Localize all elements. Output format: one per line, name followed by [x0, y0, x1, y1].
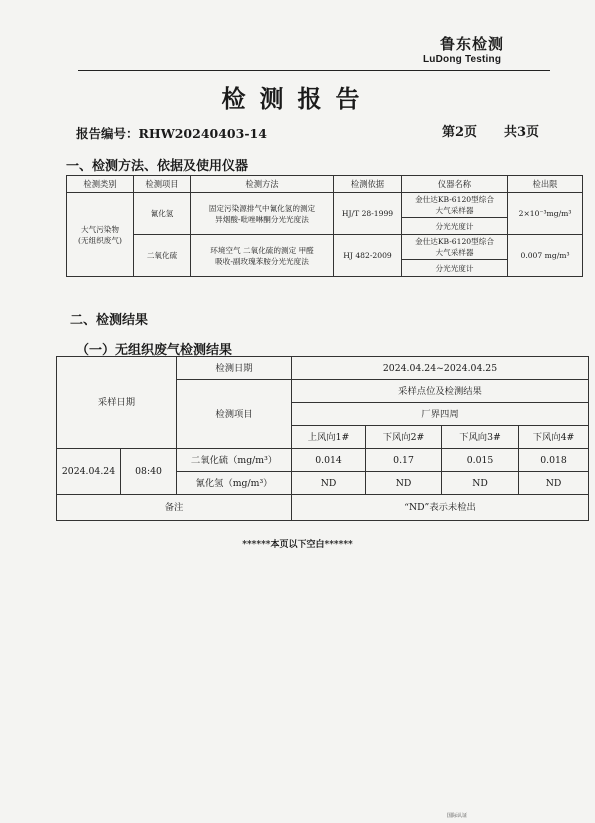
instrument-cell: 金仕达KB-6120型综合 大气采样器 [402, 235, 508, 260]
table-row [57, 357, 589, 380]
limit-cell: 0.007 mg/m³ [508, 235, 583, 277]
subsection-title: （一）无组织废气检测结果 [76, 343, 233, 358]
results-table [56, 356, 589, 521]
table-row [57, 495, 589, 521]
col-header-basis: 检测依据 [334, 176, 402, 193]
method-cell: 固定污染源排气中氰化氢的测定 异烟酸-吡唑啉酮分光光度法 [191, 193, 334, 235]
boundary-label: 厂界四周 [292, 403, 589, 426]
report-title: 检测报告 [221, 84, 374, 113]
result-value: 0.014 [292, 449, 366, 472]
scan-mark: 国际认证 [447, 813, 468, 819]
category-line2: (无组织废气) [78, 235, 122, 245]
test-date-value: 2024.04.24~2024.04.25 [292, 357, 589, 380]
item-cell: 二氧化硫 [134, 235, 191, 277]
item-cell: 氰化氢 [134, 193, 191, 235]
col-header-limit: 检出限 [508, 176, 583, 193]
result-value: ND [366, 472, 442, 495]
table-row [67, 193, 583, 218]
section-methods-title: 一、检测方法、依据及使用仪器 [66, 159, 249, 174]
result-value: 0.015 [442, 449, 519, 472]
point-header: 下风向2# [366, 426, 442, 449]
remarks-value: “ND”表示未检出 [292, 495, 589, 521]
test-date-label: 检测日期 [177, 357, 292, 380]
result-value: ND [519, 472, 589, 495]
basis-cell: HJ/T 28-1999 [334, 193, 402, 235]
result-item: 二氧化硫（mg/m³） [177, 449, 292, 472]
instrument-cell: 金仕达KB-6120型综合 大气采样器 [402, 193, 508, 218]
header-rule [78, 70, 550, 71]
limit-cell: 2×10⁻³mg/m³ [508, 193, 583, 235]
instrument-cell: 分光光度计 [402, 218, 508, 235]
instrument-cell: 分光光度计 [402, 260, 508, 277]
table-row [67, 235, 583, 260]
result-value: ND [292, 472, 366, 495]
method-cell: 环境空气 二氧化硫的测定 甲醛 吸收-副玫瑰苯胺分光光度法 [191, 235, 334, 277]
report-number: 报告编号：RHW20240403-14 [76, 126, 267, 141]
category-cell [67, 193, 134, 277]
sampling-date-label: 采样日期 [57, 357, 177, 449]
col-header-category: 检测类别 [67, 176, 134, 193]
basis-cell: HJ 482-2009 [334, 235, 402, 277]
sample-time: 08:40 [121, 449, 177, 495]
brand-name-en: LuDong Testing [423, 54, 502, 65]
methods-table [66, 175, 583, 277]
point-header: 下风向4# [519, 426, 589, 449]
remarks-label: 备注 [57, 495, 292, 521]
total-pages: 共3页 [504, 125, 540, 140]
test-item-label: 检测项目 [177, 380, 292, 449]
point-header: 下风向3# [442, 426, 519, 449]
result-item: 氰化氢（mg/m³） [177, 472, 292, 495]
points-label: 采样点位及检测结果 [292, 380, 589, 403]
col-header-instrument: 仪器名称 [402, 176, 508, 193]
blank-note: ******本页以下空白****** [242, 540, 353, 550]
page-number: 第2页 [442, 125, 478, 140]
point-header: 上风向1# [292, 426, 366, 449]
sample-date: 2024.04.24 [57, 449, 121, 495]
category-line1: 大气污染物 [81, 224, 119, 234]
section-results-title: 二、检测结果 [70, 313, 149, 328]
methods-header-row [67, 176, 583, 193]
result-value: 0.018 [519, 449, 589, 472]
col-header-item: 检测项目 [134, 176, 191, 193]
table-row [57, 449, 589, 472]
brand-name-cn: 鲁东检测 [440, 35, 505, 53]
result-value: ND [442, 472, 519, 495]
result-value: 0.17 [366, 449, 442, 472]
col-header-method: 检测方法 [191, 176, 334, 193]
